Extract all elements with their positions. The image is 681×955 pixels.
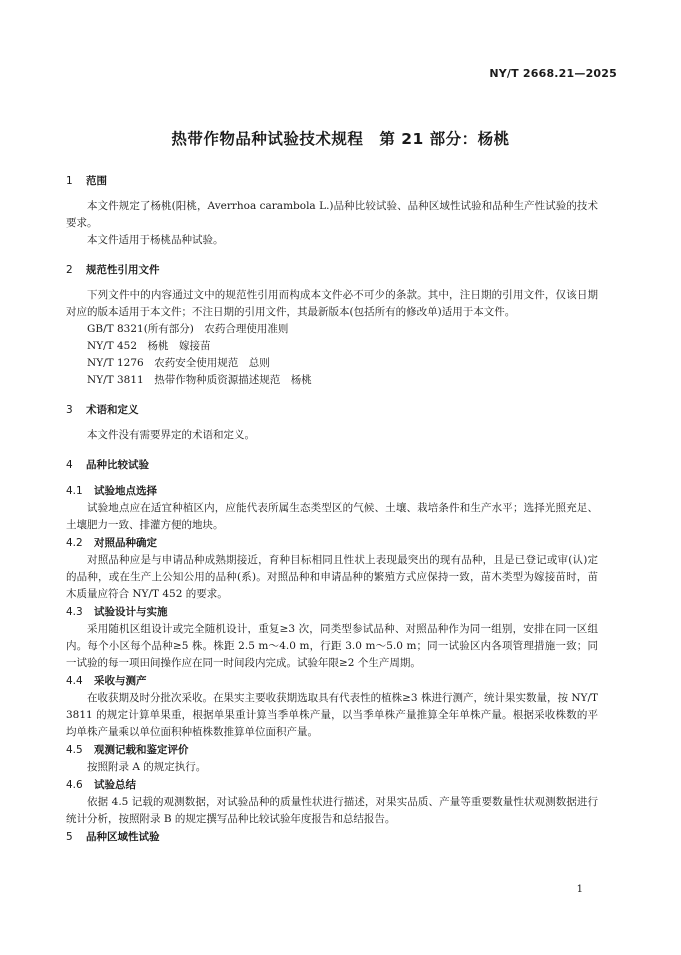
subsection-title: 试验总结 [94, 779, 136, 791]
section-title: 范围 [86, 175, 107, 187]
section-5-heading [66, 828, 598, 846]
paragraph: 试验地点应在适宜种植区内，应能代表所属生态类型区的气候、土壤、栽培条件和生产水平；选择光照充足、土壤肥力一致、排灌方便的地块。 [66, 502, 598, 531]
subsection-heading [66, 482, 598, 500]
section-2-heading [66, 261, 598, 279]
section-number: 3 [66, 404, 73, 416]
subsection-number: 4.3 [66, 606, 83, 618]
page-number: 1 [576, 884, 583, 895]
subsection-title: 采收与测产 [94, 675, 147, 687]
paragraph: 按照附录 A 的规定执行。 [87, 761, 207, 773]
subsection-number: 4.1 [66, 485, 83, 497]
paragraph: 对照品种应是与申请品种成熟期接近，育种目标相同且性状上表现最突出的现有品种，且是已登记或审(认)定的品种，或在生产上公知公用的品种(系)。对照品种和申请品种的繁殖方式应保持一致，苗木类型为嫁接苗时，苗木质量应符合 NY/T 452 的要求。 [66, 554, 598, 600]
document-body [66, 172, 598, 846]
standard-code: NY/T 2668.21—2025 [489, 67, 617, 80]
subsection-title: 对照品种确定 [94, 537, 157, 549]
paragraph: 本文件没有需要界定的术语和定义。 [87, 429, 255, 441]
section-title: 品种区域性试验 [86, 831, 160, 843]
section-title: 规范性引用文件 [86, 264, 160, 276]
subsection-number: 4.4 [66, 675, 83, 687]
paragraph: 下列文件中的内容通过文中的规范性引用而构成本文件必不可少的条款。其中，注日期的引用文件，仅该日期对应的版本适用于本文件；不注日期的引用文件，其最新版本(包括所有的修改单)适用于本文件。 [66, 289, 598, 318]
subsection-heading [66, 672, 598, 690]
page-title: 热带作物品种试验技术规程 第 21 部分：杨桃 [171, 130, 510, 148]
reference-item: NY/T 452 杨桃 嫁接苗 [87, 340, 211, 352]
section-title: 品种比较试验 [86, 459, 149, 471]
section-title: 术语和定义 [86, 404, 139, 416]
reference-item: GB/T 8321(所有部分) 农药合理使用准则 [87, 323, 289, 335]
subsection-title: 试验设计与实施 [94, 606, 168, 618]
subsection-heading [66, 776, 598, 794]
subsection-heading [66, 534, 598, 552]
section-4-heading [66, 456, 598, 474]
subsection-heading [66, 741, 598, 759]
paragraph: 本文件适用于杨桃品种试验。 [87, 234, 224, 246]
subsection-heading [66, 603, 598, 621]
section-number: 2 [66, 264, 73, 276]
subsection-title: 试验地点选择 [94, 485, 157, 497]
subsection-number: 4.2 [66, 537, 83, 549]
paragraph: 采用随机区组设计或完全随机设计，重复≥3 次，同类型参试品种、对照品种作为同一组别，安排在同一区组内。每个小区每个品种≥5 株。株距 2.5 m～4.0 m，行距 3.0 m～5.0 m；同一试验区内各项管理措施一致；同一试验的每一项田间操作应在同一时间段内完成。试验年限≥2 个生产周期。 [66, 623, 598, 669]
section-3-heading [66, 401, 598, 419]
subsection-number: 4.6 [66, 779, 83, 791]
section-number: 1 [66, 175, 73, 187]
paragraph: 本文件规定了杨桃(阳桃，Averrhoa carambola L.)品种比较试验、品种区域性试验和品种生产性试验的技术要求。 [66, 200, 598, 229]
section-1-heading [66, 172, 598, 190]
subsection-number: 4.5 [66, 744, 83, 756]
reference-item: NY/T 3811 热带作物种质资源描述规范 杨桃 [87, 374, 312, 386]
subsection-title: 观测记载和鉴定评价 [94, 744, 189, 756]
paragraph: 依据 4.5 记载的观测数据，对试验品种的质量性状进行描述，对果实品质、产量等重要数量性状观测数据进行统计分析，按照附录 B 的规定撰写品种比较试验年度报告和总结报告。 [66, 796, 598, 825]
paragraph: 在收获期及时分批次采收。在果实主要收获期选取具有代表性的植株≥3 株进行测产，统计果实数量，按 NY/T 3811 的规定计算单果重，根据单果重计算当季单株产量，以当季单株产量推算全年单株产量。根据采收株数的平均单株产量乘以单位面积种植株数推算单位面积产量。 [66, 692, 598, 738]
reference-item: NY/T 1276 农药安全使用规范 总则 [87, 357, 270, 369]
section-number: 4 [66, 459, 73, 471]
section-number: 5 [66, 831, 73, 843]
